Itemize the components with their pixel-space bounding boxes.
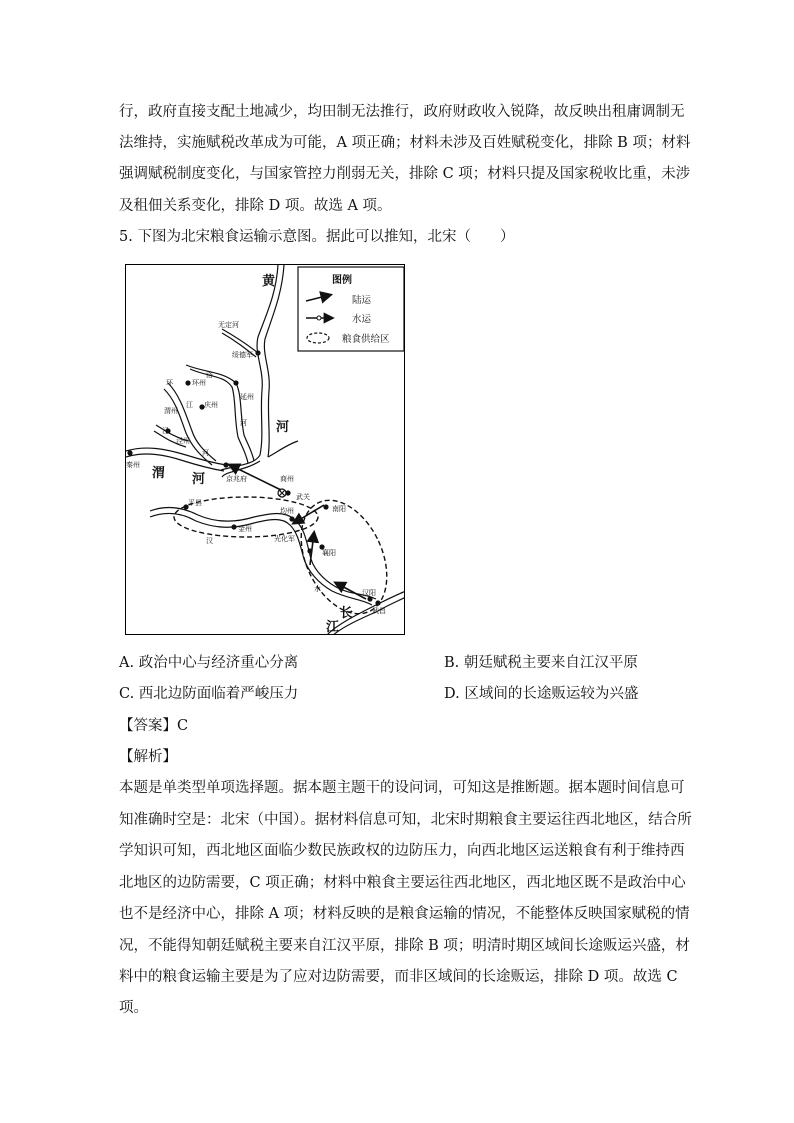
paragraph-line-1: 行，政府直接支配土地减少，均田制无法推行，政府财政收入锐降，故反映出租庸调制无	[119, 104, 685, 120]
place-shui: 水	[314, 585, 321, 593]
place-he3: 河	[202, 449, 209, 457]
place-he-small: 河	[240, 419, 247, 427]
option-b: B. 朝廷赋税主要来自江汉平原	[444, 655, 638, 671]
place-nanyang: 南阳	[332, 505, 346, 513]
legend-title: 图例	[332, 275, 352, 286]
place-jingzhou: 泾州	[176, 437, 190, 445]
answer: 【答案】C	[119, 718, 189, 734]
label-wei: 渭	[152, 466, 166, 481]
place-luo: 洛	[206, 371, 213, 379]
place-wuguan: 武关	[296, 493, 310, 501]
yellow-river	[221, 265, 298, 477]
legend	[298, 267, 404, 351]
analysis-line-8: 项。	[119, 1000, 148, 1016]
place-huanzhou: 环州	[192, 379, 206, 387]
place-guanghuajun: 光化军	[274, 535, 295, 543]
city-dots	[127, 350, 380, 605]
label-huang: 黄	[262, 274, 276, 289]
place-junzhou: 均州	[280, 507, 294, 515]
place-hanyang: 汉阳	[362, 589, 376, 597]
analysis-line-4: 北地区的边防需要，C 项正确；材料中粮食主要运往西北地区，西北地区既不是政治中心	[119, 875, 686, 891]
place-qingzhou: 庆州	[204, 401, 218, 409]
option-d: D. 区域间的长途贩运较为兴盛	[444, 686, 639, 702]
place-wuchang: 武昌	[372, 607, 386, 615]
place-jinzhou: 金州	[238, 525, 252, 533]
place-jiang-small: 江	[186, 401, 193, 409]
analysis-title: 【解析】	[119, 749, 177, 765]
map-svg	[126, 265, 405, 635]
legend-water: 水运	[352, 314, 372, 325]
place-han: 汉	[206, 537, 213, 545]
song-grain-transport-map	[125, 264, 405, 635]
legend-supply: 粮食供给区	[342, 334, 390, 345]
place-shangzhou: 商州	[280, 475, 294, 483]
analysis-line-3: 学知识可知，西北地区面临少数民族政权的边防压力，向西北地区运送粮食有利于维持西	[119, 843, 685, 859]
analysis-line-2: 知准确时空是：北宋（中国）。据材料信息可知，北宋时期粮食主要运往西北地区，结合所	[119, 812, 692, 828]
wei-river	[126, 448, 226, 471]
place-weizhou: 渭州	[164, 407, 178, 415]
analysis-line-6: 况，不能得知朝廷赋税主要来自江汉平原，排除 B 项；明清时期区域间长途贩运兴盛，材	[119, 938, 690, 954]
place-luo2: 泾	[162, 427, 169, 435]
question-stem: 5. 下图为北宋粮食运输示意图。据此可以推知，北宋（ ）	[119, 229, 515, 245]
option-c: C. 西北边防面临着严峻压力	[119, 686, 299, 702]
place-huan: 环	[166, 379, 173, 387]
paragraph-line-3: 强调赋税制度变化，与国家管控力削弱无关，排除 C 项；材料只提及国家税收比重，未涉	[119, 166, 691, 182]
analysis-line-5: 也不是经济中心，排除 A 项；材料反映的是粮食运输的情况，不能整体反映国家赋税的情	[119, 906, 690, 922]
wuguan-marker	[278, 489, 286, 497]
place-xiangyang: 襄阳	[322, 549, 336, 557]
analysis-line-7: 料中的粮食运输主要是为了应对边防需要，而非区域间的长途贩运，排除 D 项。故选 C	[119, 969, 678, 985]
label-chang: 长	[340, 606, 354, 621]
place-yanzhou: 延州	[240, 393, 254, 401]
place-jingzhaofu: 京兆府	[226, 475, 247, 483]
analysis-line-1: 本题是单类型单项选择题。据本题主题干的设问词，可知这是推断题。据本题时间信息可	[119, 780, 685, 796]
label-he-wei: 河	[192, 472, 206, 487]
label-jiang: 江	[326, 620, 340, 635]
paragraph-line-4: 及租佃关系变化，排除 D 项。故选 A 项。	[119, 198, 392, 214]
place-pingxian: 平县	[188, 499, 202, 507]
place-suidejun: 绥德军	[232, 351, 253, 359]
legend-land: 陆运	[352, 295, 372, 306]
place-qinzhou: 秦州	[126, 461, 140, 469]
label-he-yellow: 河	[276, 420, 290, 435]
place-wudinghe: 无定河	[218, 321, 239, 329]
han-river	[150, 508, 376, 605]
option-a: A. 政治中心与经济重心分离	[119, 655, 299, 671]
paragraph-line-2: 法维持，实施赋税改革成为可能，A 项正确；材料未涉及百姓赋税变化，排除 B 项；材料	[119, 135, 691, 151]
